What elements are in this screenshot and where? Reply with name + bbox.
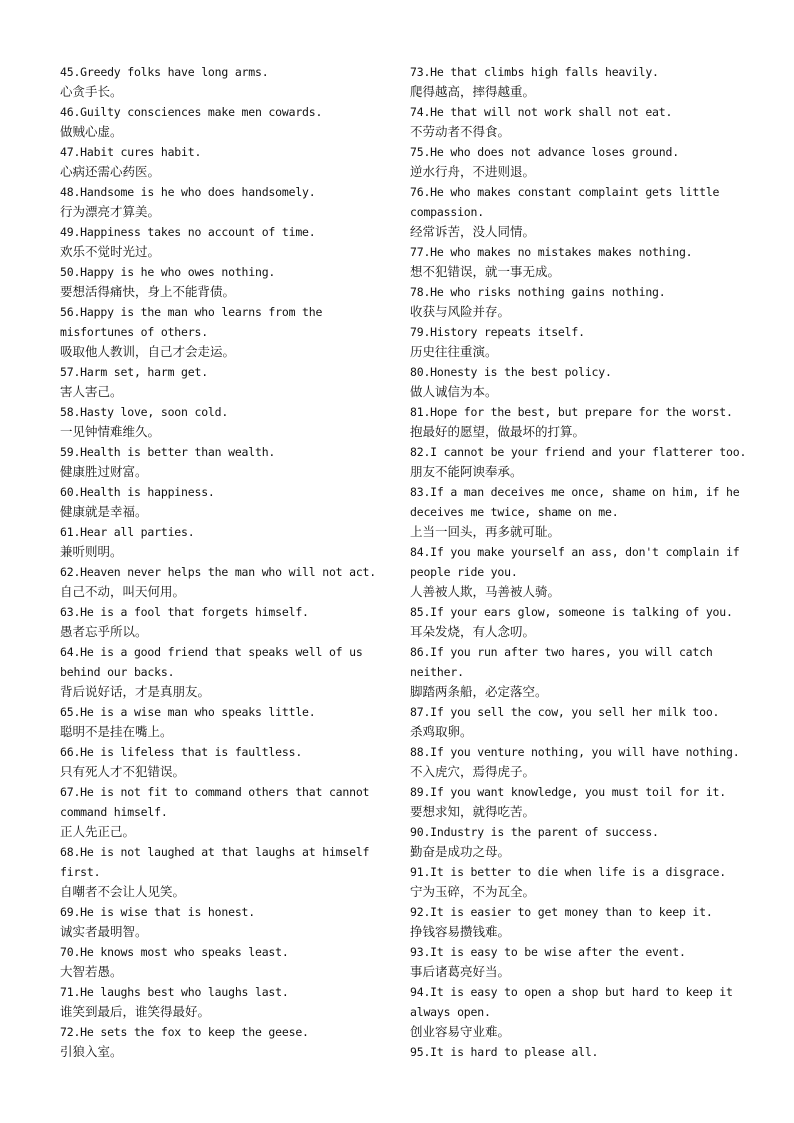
proverb-english-line: 87.If you sell the cow, you sell her milk too. [410, 705, 720, 719]
proverb-english-line: 72.He sets the fox to keep the geese. [60, 1025, 309, 1039]
proverb-entry [410, 982, 740, 1042]
proverb-english-line: 71.He laughs best who laughs last. [60, 985, 289, 999]
proverb-english-line: 74.He that will not work shall not eat. [410, 105, 673, 119]
proverb-entry [60, 262, 400, 302]
proverb-entry [60, 982, 400, 1022]
proverb-chinese-translation: 历史往往重演。 [410, 344, 498, 359]
proverb-chinese-translation: 杀鸡取卵。 [410, 724, 473, 739]
proverb-entry [60, 302, 400, 362]
proverb-chinese-translation: 健康就是幸福。 [60, 504, 148, 519]
proverb-entry [410, 942, 740, 982]
proverb-entry [60, 142, 400, 182]
proverb-entry [60, 222, 400, 262]
proverb-chinese-translation: 兼听则明。 [60, 544, 123, 559]
proverb-english-line: 62.Heaven never helps the man who will not act. [60, 565, 377, 579]
proverb-entry [60, 442, 400, 482]
proverb-entry [410, 642, 740, 702]
proverb-entry [410, 742, 740, 782]
proverb-english-line: 92.It is easier to get money than to keep it. [410, 905, 713, 919]
proverb-english-line: 47.Habit cures habit. [60, 145, 202, 159]
proverb-chinese-translation: 爬得越高，摔得越重。 [410, 84, 536, 99]
proverb-chinese-translation: 健康胜过财富。 [60, 464, 148, 479]
proverb-english-line: behind our backs. [60, 665, 175, 679]
proverb-chinese-translation: 谁笑到最后，谁笑得最好。 [60, 1004, 211, 1019]
proverb-english-line: 61.Hear all parties. [60, 525, 195, 539]
proverb-entry [410, 142, 740, 182]
proverb-english-line: 81.Hope for the best, but prepare for the worst. [410, 405, 733, 419]
proverb-entry [410, 862, 740, 902]
proverb-english-line: 79.History repeats itself. [410, 325, 585, 339]
proverb-english-line: 86.If you run after two hares, you will catch [410, 645, 713, 659]
proverb-chinese-translation: 只有死人才不犯错误。 [60, 764, 186, 779]
proverb-entry [410, 782, 740, 822]
proverb-chinese-translation: 背后说好话，才是真朋友。 [60, 684, 211, 699]
proverb-english-line: 94.It is easy to open a shop but hard to keep it [410, 985, 733, 999]
proverb-entry [410, 182, 740, 242]
proverb-english-line: 50.Happy is he who owes nothing. [60, 265, 276, 279]
proverb-chinese-translation: 宁为玉碎，不为瓦全。 [410, 884, 536, 899]
proverb-entry [410, 902, 740, 942]
proverb-entry [60, 1022, 400, 1062]
proverb-entry [410, 242, 740, 282]
proverb-english-line: 57.Harm set, harm get. [60, 365, 208, 379]
proverb-chinese-translation: 自嘲者不会让人见笑。 [60, 884, 186, 899]
proverb-entry [60, 842, 400, 902]
proverb-english-line: 83.If a man deceives me once, shame on him, if he [410, 485, 740, 499]
proverb-english-line: 69.He is wise that is honest. [60, 905, 255, 919]
proverb-chinese-translation: 挣钱容易攒钱难。 [410, 924, 511, 939]
proverb-entry [410, 402, 740, 442]
proverb-english-line: 82.I cannot be your friend and your flatterer too. [410, 445, 747, 459]
proverb-entry [410, 482, 740, 542]
proverb-english-line: 67.He is not fit to command others that cannot [60, 785, 370, 799]
proverb-chinese-translation: 心病还需心药医。 [60, 164, 161, 179]
proverb-english-line: 88.If you venture nothing, you will have nothing. [410, 745, 740, 759]
proverb-english-line: 78.He who risks nothing gains nothing. [410, 285, 666, 299]
proverb-chinese-translation: 要想求知，就得吃苦。 [410, 804, 536, 819]
proverb-english-line: 58.Hasty love, soon cold. [60, 405, 229, 419]
proverb-entry [60, 602, 400, 642]
proverb-english-line: 56.Happy is the man who learns from the [60, 305, 323, 319]
proverb-entry [60, 102, 400, 142]
proverb-entry [410, 702, 740, 742]
proverb-entry [410, 322, 740, 362]
proverb-english-line: 68.He is not laughed at that laughs at himself [60, 845, 370, 859]
proverb-english-line: 85.If your ears glow, someone is talking of you. [410, 605, 733, 619]
proverb-english-line: always open. [410, 1005, 491, 1019]
proverb-entry [410, 62, 740, 102]
proverb-entry [410, 282, 740, 322]
proverb-chinese-translation: 创业容易守业难。 [410, 1024, 511, 1039]
proverb-chinese-translation: 要想活得痛快，身上不能背债。 [60, 284, 236, 299]
proverb-chinese-translation: 做贼心虚。 [60, 124, 123, 139]
proverb-entry [410, 102, 740, 142]
proverb-english-line: 91.It is better to die when life is a disgrace. [410, 865, 727, 879]
proverb-chinese-translation: 不劳动者不得食。 [410, 124, 511, 139]
proverb-english-line: 77.He who makes no mistakes makes nothing. [410, 245, 693, 259]
proverb-english-line: 64.He is a good friend that speaks well of us [60, 645, 363, 659]
proverb-english-line: 59.Health is better than wealth. [60, 445, 276, 459]
proverb-entry [60, 702, 400, 742]
proverb-chinese-translation: 收获与风险并存。 [410, 304, 511, 319]
proverb-chinese-translation: 做人诚信为本。 [410, 384, 498, 399]
proverb-entry [60, 482, 400, 522]
proverb-chinese-translation: 抱最好的愿望，做最坏的打算。 [410, 424, 586, 439]
proverb-english-line: 65.He is a wise man who speaks little. [60, 705, 316, 719]
proverb-entry [60, 62, 400, 102]
proverb-chinese-translation: 事后诸葛亮好当。 [410, 964, 511, 979]
proverb-chinese-translation: 大智若愚。 [60, 964, 123, 979]
proverb-chinese-translation: 诚实者最明智。 [60, 924, 148, 939]
proverb-chinese-translation: 引狼入室。 [60, 1044, 123, 1059]
proverb-english-line: first. [60, 865, 101, 879]
proverb-english-line: 48.Handsome is he who does handsomely. [60, 185, 316, 199]
proverb-entry [60, 642, 400, 702]
proverb-chinese-translation: 愚者忘乎所以。 [60, 624, 148, 639]
proverb-entry [60, 362, 400, 402]
proverb-chinese-translation: 行为漂亮才算美。 [60, 204, 161, 219]
proverb-english-line: neither. [410, 665, 464, 679]
proverb-chinese-translation: 吸取他人教训，自己才会走运。 [60, 344, 236, 359]
proverb-entry [60, 942, 400, 982]
proverb-chinese-translation: 聪明不是挂在嘴上。 [60, 724, 173, 739]
proverb-chinese-translation: 勤奋是成功之母。 [410, 844, 511, 859]
proverb-chinese-translation: 一见钟情难维久。 [60, 424, 161, 439]
proverb-entry [60, 902, 400, 942]
proverb-chinese-translation: 心贪手长。 [60, 84, 123, 99]
proverb-entry [60, 562, 400, 602]
proverb-english-line: deceives me twice, shame on me. [410, 505, 619, 519]
proverb-chinese-translation: 朋友不能阿谀奉承。 [410, 464, 523, 479]
proverb-chinese-translation: 欢乐不觉时光过。 [60, 244, 161, 259]
proverb-english-line: 76.He who makes constant complaint gets little [410, 185, 720, 199]
proverb-english-line: 66.He is lifeless that is faultless. [60, 745, 303, 759]
proverb-chinese-translation: 自己不动，叫天何用。 [60, 584, 186, 599]
proverb-english-line: 84.If you make yourself an ass, don't complain if [410, 545, 740, 559]
proverb-english-line: 80.Honesty is the best policy. [410, 365, 612, 379]
proverb-english-line: compassion. [410, 205, 484, 219]
proverb-english-line: 75.He who does not advance loses ground. [410, 145, 679, 159]
right-column [410, 62, 747, 1062]
proverb-entry [60, 182, 400, 222]
proverb-entry [60, 782, 400, 842]
proverb-chinese-translation: 上当一回头，再多就可耻。 [410, 524, 561, 539]
proverb-english-line: 63.He is a fool that forgets himself. [60, 605, 309, 619]
proverb-english-line: 93.It is easy to be wise after the event. [410, 945, 686, 959]
proverb-chinese-translation: 害人害己。 [60, 384, 123, 399]
proverb-english-line: 46.Guilty consciences make men cowards. [60, 105, 323, 119]
proverb-entry [410, 1042, 740, 1062]
proverb-english-line: misfortunes of others. [60, 325, 208, 339]
proverb-chinese-translation: 耳朵发烧，有人念叨。 [410, 624, 536, 639]
proverb-chinese-translation: 正人先正己。 [60, 824, 136, 839]
proverb-chinese-translation: 脚踏两条船，必定落空。 [410, 684, 548, 699]
proverb-english-line: 49.Happiness takes no account of time. [60, 225, 316, 239]
proverb-chinese-translation: 不入虎穴，焉得虎子。 [410, 764, 536, 779]
proverb-english-line: 70.He knows most who speaks least. [60, 945, 289, 959]
proverb-english-line: 89.If you want knowledge, you must toil for it. [410, 785, 727, 799]
proverb-entry [410, 602, 740, 642]
proverb-english-line: people ride you. [410, 565, 518, 579]
proverb-entry [410, 362, 740, 402]
proverb-chinese-translation: 人善被人欺，马善被人骑。 [410, 584, 561, 599]
proverb-english-line: command himself. [60, 805, 168, 819]
proverb-chinese-translation: 经常诉苦，没人同情。 [410, 224, 536, 239]
proverb-entry [410, 542, 740, 602]
proverb-chinese-translation: 想不犯错误，就一事无成。 [410, 264, 561, 279]
proverb-english-line: 95.It is hard to please all. [410, 1045, 599, 1059]
proverb-entry [60, 522, 400, 562]
proverb-english-line: 90.Industry is the parent of success. [410, 825, 659, 839]
proverb-english-line: 60.Health is happiness. [60, 485, 215, 499]
left-column [60, 62, 400, 1062]
proverb-english-line: 73.He that climbs high falls heavily. [410, 65, 659, 79]
proverb-entry [410, 822, 740, 862]
proverb-entry [60, 742, 400, 782]
proverb-english-line: 45.Greedy folks have long arms. [60, 65, 269, 79]
proverb-chinese-translation: 逆水行舟，不进则退。 [410, 164, 536, 179]
proverb-entry [60, 402, 400, 442]
proverb-entry [410, 442, 747, 482]
